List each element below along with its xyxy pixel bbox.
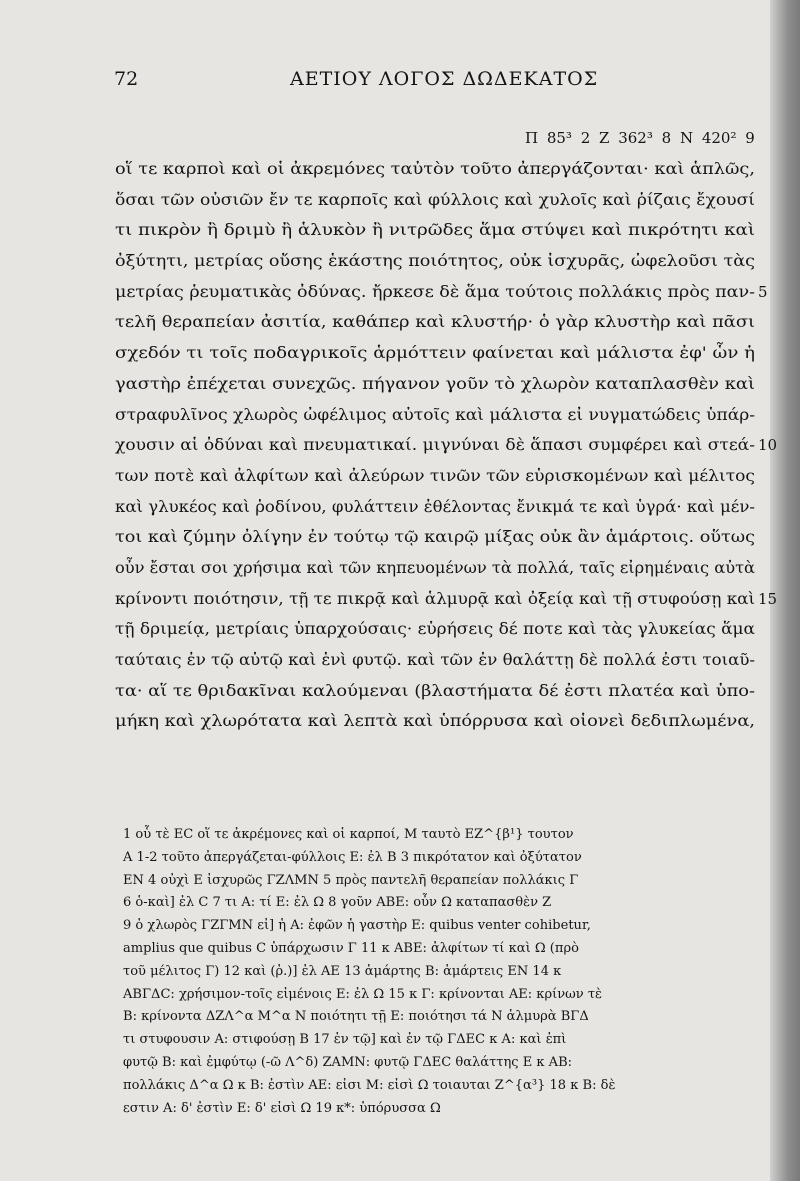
text-line: καὶ γλυκέος καὶ ῥοδίνου, φυλάττειν ἐθέλοντας ἔνικμά τε καὶ ὑγρά· καὶ μέν- bbox=[115, 496, 755, 516]
text-line: χουσιν αἱ ὀδύναι καὶ πνευματικαί. μιγνύναι δὲ ἅπασι συμφέρει καὶ στεά- 10 bbox=[115, 430, 765, 461]
apparatus-line: φυτῷ Β: καὶ ἐμφύτῳ (-ῶ Λ^δ) ΖΑΜΝ: φυτῷ ΓΔΕC θαλάττης Ε κ ΑΒ: bbox=[123, 1054, 573, 1070]
apparatus-line: amplius que quibus C ὑπάρχωσιν Γ 11 κ ΑΒΕ: ἀλφίτων τί καὶ Ω (πρὸ bbox=[123, 940, 579, 956]
apparatus-line: τι στυφουσιν Α: στιφούσῃ Β 17 ἐν τῷ] καὶ ἐν τῷ ΓΔΕC κ Α: καὶ ἐπὶ bbox=[123, 1032, 567, 1048]
text-line: κρίνοντι ποιότησιν, τῇ τε πικρᾷ καὶ ἁλμυρᾷ καὶ ὀξείᾳ καὶ τῇ στυφούσῃ καὶ 15 bbox=[115, 584, 765, 615]
apparatus-line: ΑΒΓΔC: χρήσιμον-τοῖς εἰμένοις Ε: ἐλ Ω 15 κ Γ: κρίνονται ΑΕ: κρίνων τὲ bbox=[123, 986, 603, 1002]
text-line: μήκη καὶ χλωρότατα καὶ λεπτὰ καὶ ὑπόρρυσα καὶ οἱονεὶ δεδιπλωμένα, bbox=[115, 711, 755, 731]
text-line: ὀξύτητι, μετρίας οὔσης ἑκάστης ποιότητος, οὐκ ἰσχυρᾶς, ὠφελοῦσι τὰς bbox=[115, 251, 755, 271]
line-number: 15 bbox=[758, 589, 778, 608]
text-line: οἵ τε καρποὶ καὶ οἱ ἀκρεμόνες ταὐτὸν τοῦτο ἀπεργάζονται· καὶ ἁπλῶς, bbox=[115, 159, 755, 178]
running-title: ΑΕΤΙΟΥ ΛΟΓΟΣ ΔΩΔΕΚΑΤΟΣ bbox=[290, 68, 599, 90]
text-line: σχεδόν τι τοῖς ποδαγρικοῖς ἁρμόττειν φαίνεται καὶ μάλιστα ἐφ' ὧν ἡ bbox=[115, 343, 755, 363]
apparatus-line: ΕΝ 4 οὐχὶ Ε ἰσχυρῶς ΓΖΛΜΝ 5 πρὸς παντελῆ θεραπείαν πολλάκις Γ bbox=[123, 872, 579, 888]
main-text bbox=[115, 154, 778, 737]
text-line: ταύταις ἐν τῷ αὐτῷ καὶ ἑνὶ φυτῷ. καὶ τῶν ἐν θαλάττῃ δὲ πολλά ἐστι τοιαῦ- bbox=[115, 650, 755, 669]
text-line: τοι καὶ ζύμην ὀλίγην ἐν τούτῳ τῷ καιρῷ μίξας οὐκ ἂν ἁμάρτοις. οὕτως bbox=[115, 527, 755, 547]
text-line: των ποτὲ καὶ ἀλφίτων καὶ ἀλεύρων τινῶν τῶν εὑρισκομένων καὶ μέλιτος bbox=[115, 465, 755, 485]
apparatus-line: 9 ὁ χλωρὸς ΓΖΓΜΝ εἰ] ἡ Α: ἐφῶν ἡ γαστὴρ Ε: quibus venter cohibetur, bbox=[123, 918, 591, 934]
apparatus-line: πολλάκις Δ^α Ω κ Β: ἐστὶν ΑΕ: εἰσι Μ: εἰσὶ Ω τοιαυται Ζ^{α³} 18 κ Β: δὲ bbox=[123, 1077, 616, 1093]
manuscript-references: Π 85³ 2 Ζ 362³ 8 Ν 420² 9 bbox=[525, 129, 755, 147]
text-line: ὅσαι τῶν οὐσιῶν ἔν τε καρποῖς καὶ φύλλοις καὶ χυλοῖς καὶ ῥίζαις ἔχουσί bbox=[115, 189, 755, 209]
text-line: μετρίας ῥευματικὰς ὀδύνας. ἤρκεσε δὲ ἅμα τούτοις πολλάκις πρὸς παν- 5 bbox=[115, 277, 765, 308]
line-number: 5 bbox=[758, 282, 768, 301]
text-line: γαστὴρ ἐπέχεται συνεχῶς. πήγανον γοῦν τὸ χλωρὸν καταπλασθὲν καὶ bbox=[115, 373, 755, 393]
text-line: οὖν ἔσται σοι χρήσιμα καὶ τῶν κηπευομένων τὰ πολλά, ταῖς εἰρημέναις αὐτὰ bbox=[115, 557, 755, 577]
apparatus-line: Α 1-2 τοῦτο ἀπεργάζεται-φύλλοις Ε: ἐλ Β 3 πικρότατον καὶ ὀξύτατον bbox=[123, 849, 582, 865]
apparatus-line: 1 οὗ τὲ EC οἵ τε ἀκρέμονες καὶ οἱ καρποί, Μ ταυτὸ ΕΖ^{β¹} τουτον bbox=[123, 827, 574, 842]
apparatus-line: Β: κρίνοντα ΔΖΛ^α Μ^α Ν ποιότητι τῇ Ε: ποιότησι τά Ν ἁλμυρὰ ΒΓΔ bbox=[123, 1009, 589, 1025]
text-line: τι πικρὸν ἢ δριμὺ ἢ ἁλυκὸν ἢ νιτρῶδες ἅμα στύψει καὶ πικρότητι καὶ bbox=[115, 220, 755, 240]
line-number: 10 bbox=[758, 436, 778, 455]
text-line: τῇ δριμείᾳ, μετρίαις ὑπαρχούσαις· εὑρήσεις δέ ποτε καὶ τὰς γλυκείας ἅμα bbox=[115, 619, 755, 639]
critical-apparatus bbox=[123, 823, 768, 1119]
text-line: τα· αἵ τε θριδακῖναι καλούμεναι (βλαστήματα δέ ἐστι πλατέα καὶ ὑπο- bbox=[115, 680, 755, 700]
page-number: 72 bbox=[114, 68, 139, 90]
apparatus-line: 6 ὁ-καὶ] ἐλ C 7 τι Α: τί Ε: ἐλ Ω 8 γοῦν ΑΒΕ: οὖν Ω καταπασθὲν Ζ bbox=[123, 895, 552, 911]
text-line: τελῆ θεραπείαν ἀσιτία, καθάπερ καὶ κλυστήρ· ὁ γὰρ κλυστὴρ καὶ πᾶσι bbox=[115, 312, 755, 332]
apparatus-line: τοῦ μέλιτος Γ) 12 καὶ (ῥ.)] ἐλ ΑΕ 13 ἁμάρτης Β: ἁμάρτεις ΕΝ 14 κ bbox=[123, 963, 562, 979]
running-header bbox=[0, 68, 782, 98]
apparatus-line: εστιν Α: δ' ἐστὶν Ε: δ' εἰσὶ Ω 19 κ*: ὑπόρυσσα Ω bbox=[123, 1100, 441, 1116]
text-line: στραφυλῖνος χλωρὸς ὠφέλιμος αὐτοῖς καὶ μάλιστα εἰ νυγματώδεις ὑπάρ- bbox=[115, 404, 755, 424]
